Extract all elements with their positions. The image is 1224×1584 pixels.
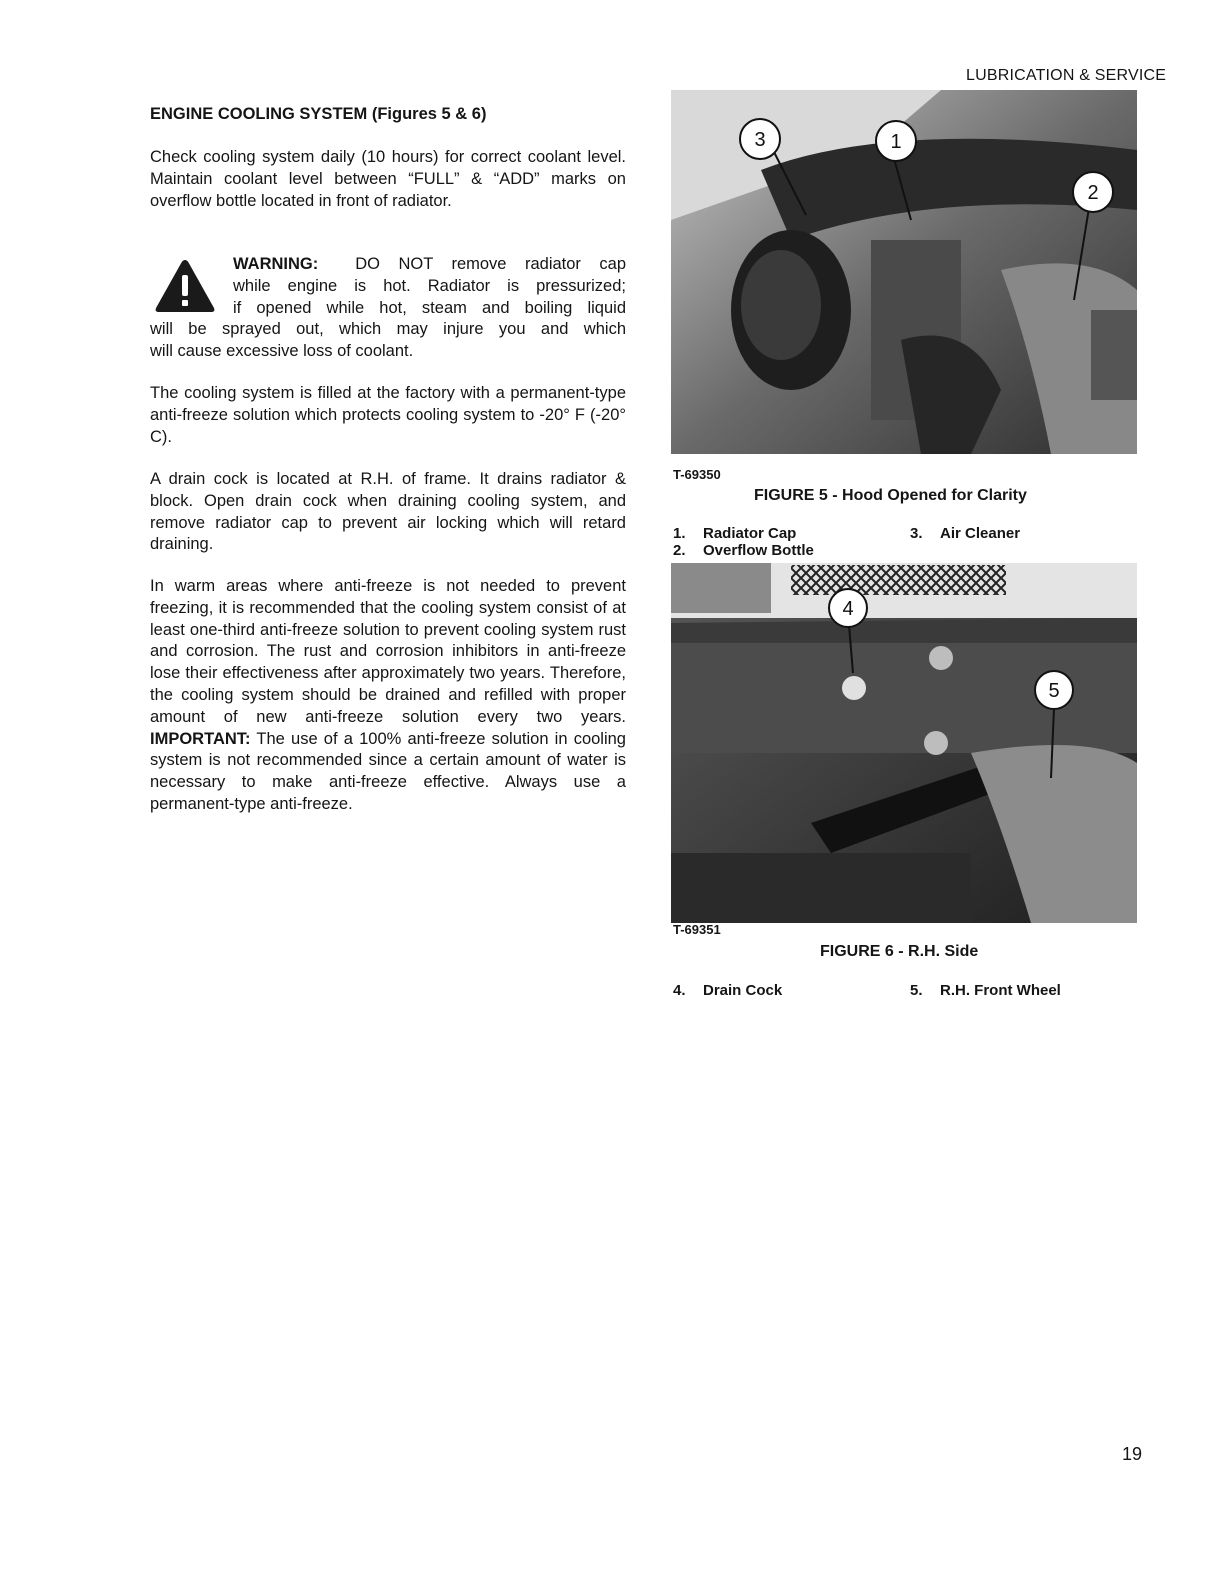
- warning-line-1: [150, 254, 626, 276]
- figure-6-caption: FIGURE 6 - R.H. Side: [820, 943, 979, 960]
- figure-6-photo-id: T-69351: [673, 922, 721, 937]
- warning-label: WARNING:: [233, 255, 319, 273]
- running-header: LUBRICATION & SERVICE: [966, 67, 1167, 84]
- legend-label: Air Cleaner: [940, 525, 1021, 542]
- legend-label: Drain Cock: [703, 982, 783, 999]
- warning-line-4: will be sprayed out, which may injure you and which: [150, 320, 626, 339]
- callout-3-label: 3: [754, 129, 766, 151]
- legend-label: R.H. Front Wheel: [940, 982, 1061, 999]
- figure-5-callouts: [671, 90, 1137, 454]
- paragraph-warm-areas: [150, 576, 626, 816]
- figure-5-photo: [671, 90, 1137, 454]
- warning-line-5: will cause excessive loss of coolant.: [150, 342, 414, 361]
- legend-label: Overflow Bottle: [703, 542, 814, 559]
- figure-5-legend-1: [673, 525, 796, 542]
- figure-5-legend-2: [673, 542, 814, 559]
- section-title: ENGINE COOLING SYSTEM (Figures 5 & 6): [150, 105, 487, 123]
- figure-6-legend-5: [910, 982, 1061, 999]
- callout-1-label: 1: [890, 131, 902, 153]
- paragraph-check-coolant: Check cooling system daily (10 hours) for correct coolant level. Maintain coolant level between “FULL” & “ADD” marks on overflow bottle located in front of radiator.: [150, 148, 626, 210]
- callout-4-label: 4: [842, 598, 854, 620]
- callout-5-label: 5: [1048, 680, 1060, 702]
- figure-5-caption: FIGURE 5 - Hood Opened for Clarity: [754, 487, 1027, 504]
- figure-6-photo: [671, 563, 1137, 923]
- legend-num: 2.: [673, 542, 686, 559]
- warning-triangle-icon: [154, 258, 216, 314]
- legend-num: 4.: [673, 982, 686, 999]
- page-number: 19: [1122, 1444, 1143, 1464]
- legend-label: Radiator Cap: [703, 525, 797, 542]
- paragraph-factory-fill: The cooling system is filled at the factory with a permanent-type anti-freeze solution which protects cooling system to -20° F (-20° C).: [150, 384, 626, 446]
- warning-block: [150, 254, 626, 363]
- figure-6-callouts: [671, 563, 1137, 923]
- important-label: IMPORTANT:: [150, 729, 251, 748]
- warning-text-1: DO NOT remove radiator cap: [355, 255, 626, 273]
- callout-2-label: 2: [1087, 182, 1099, 204]
- warning-line-3: if opened while hot, steam and boiling liquid: [233, 298, 626, 317]
- legend-num: 3.: [910, 525, 923, 542]
- figure-5-photo-id: T-69350: [673, 467, 721, 482]
- figure-5-legend-3: [910, 525, 1020, 542]
- paragraph-warm-areas-text: In warm areas where anti-freeze is not needed to prevent freezing, it is recommended that the cooling system consist of at least one-third anti-freeze solution to prevent cooling system rust and corrosion. The rust and corrosion inhibitors in anti-freeze lose their effectiveness after approximately two years. Therefore, the cooling system should be drained and refilled with proper amount of new anti-freeze solution every two years.: [150, 577, 626, 726]
- paragraph-drain-cock: A drain cock is located at R.H. of frame. It drains radiator & block. Open drain cock when draining cooling system, and remove radiator cap to prevent air locking which will retard draining.: [150, 470, 626, 554]
- figure-6-legend-4: [673, 982, 782, 999]
- warning-line-2: while engine is hot. Radiator is pressurized;: [233, 276, 626, 295]
- legend-num: 5.: [910, 982, 923, 999]
- paragraph-important-text: The use of a 100% anti-freeze solution in cooling system is not recommended since a certain amount of water is necessary to make anti-freeze effective. Always use a permanent-type anti-freeze.: [150, 729, 626, 813]
- legend-num: 1.: [673, 525, 686, 542]
